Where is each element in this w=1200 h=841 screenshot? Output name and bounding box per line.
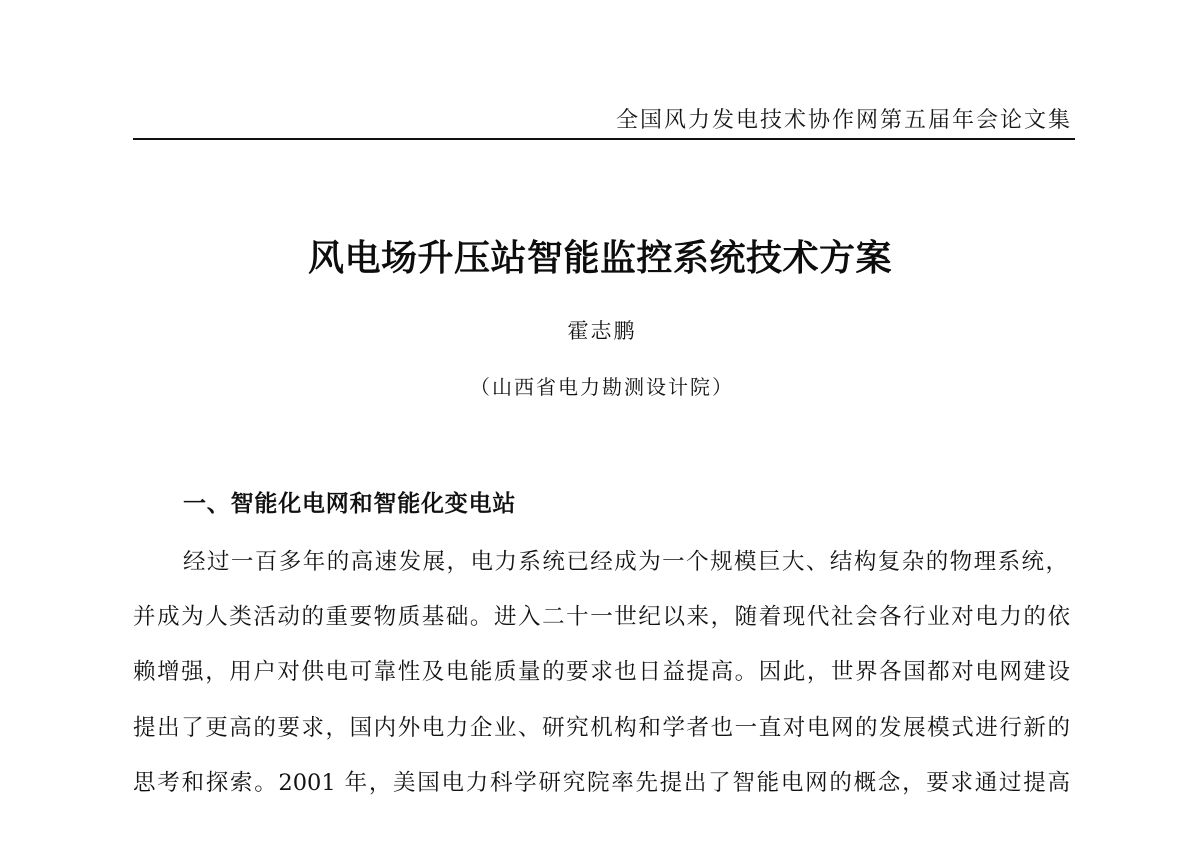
section-heading: 一、智能化电网和智能化变电站 [183,491,517,517]
body-line: 赖增强，用户对供电可靠性及电能质量的要求也日益提高。因此，世界各国都对电网建设 [133,659,1070,685]
running-header-title: 全国风力发电技术协作网第五届年会论文集 [615,108,1072,133]
body-line: 思考和探索。2001 年，美国电力科学研究院率先提出了智能电网的概念，要求通过提高 [133,770,1070,796]
header-divider [133,138,1075,140]
author-name: 霍志鹏 [567,319,637,343]
body-line: 提出了更高的要求，国内外电力企业、研究机构和学者也一直对电网的发展模式进行新的 [133,715,1070,741]
body-line: 经过一百多年的高速发展，电力系统已经成为一个规模巨大、结构复杂的物理系统， [183,549,1068,575]
author-affiliation: （山西省电力勘测设计院） [470,375,734,399]
body-line: 并成为人类活动的重要物质基础。进入二十一世纪以来，随着现代社会各行业对电力的依 [133,604,1070,630]
paper-title: 风电场升压站智能监控系统技术方案 [307,237,892,279]
